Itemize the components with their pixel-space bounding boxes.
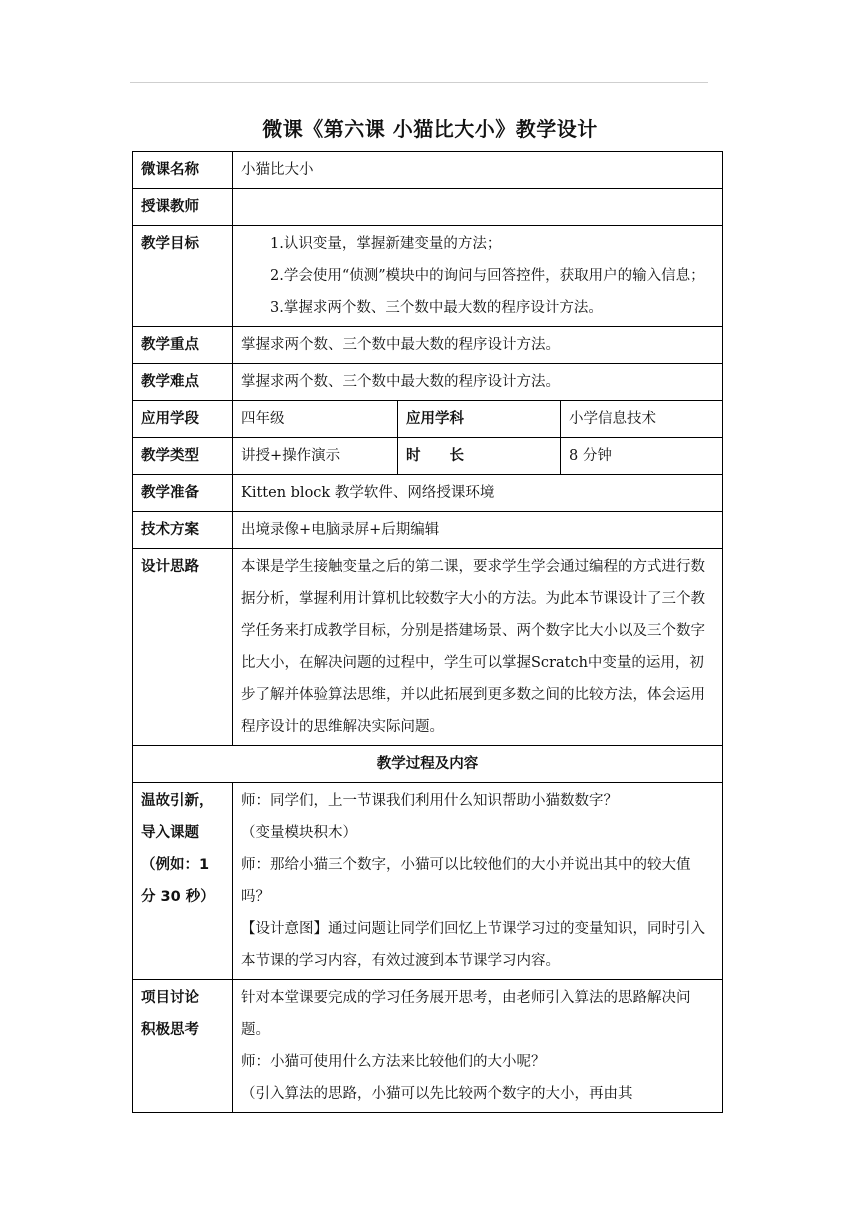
label-line: 积极思考 [141,1022,199,1038]
label-teacher: 授课教师 [133,189,233,226]
label-line: （例如：1 [141,857,210,873]
row-key-point [133,327,723,364]
objective-item: 2.学会使用“侦测”模块中的询问与回答控件，获取用户的输入信息； [270,268,705,284]
value-tech: 出境录像+电脑录屏+后期编辑 [233,512,723,549]
process-paragraph: （引入算法的思路，小猫可以先比较两个数字的大小，再由其 [241,1086,633,1102]
row-course-name [133,152,723,189]
label-duration: 时 长 [398,438,561,475]
label-key-point: 教学重点 [133,327,233,364]
label-tech: 技术方案 [133,512,233,549]
value-type: 讲授+操作演示 [233,438,398,475]
value-process-intro [233,783,723,980]
process-paragraph: （变量模块积木） [241,825,357,841]
row-objectives [133,226,723,327]
value-teacher [233,189,723,226]
label-process-discussion [133,980,233,1113]
value-subject: 小学信息技术 [561,401,723,438]
value-process-discussion [233,980,723,1113]
process-paragraph: 【设计意图】通过问题让同学们回忆上节课学习过的变量知识，同时引入本节课的学习内容，有效过渡到本节课学习内容。 [241,921,705,969]
label-subject: 应用学科 [398,401,561,438]
row-grade [133,401,723,438]
value-prep: Kitten block 教学软件、网络授课环境 [233,475,723,512]
label-difficulty: 教学难点 [133,364,233,401]
label-type: 教学类型 [133,438,233,475]
value-duration: 8 分钟 [561,438,723,475]
label-design: 设计思路 [133,549,233,746]
row-prep [133,475,723,512]
row-difficulty [133,364,723,401]
value-key-point: 掌握求两个数、三个数中最大数的程序设计方法。 [233,327,723,364]
row-process-discussion [133,980,723,1113]
value-objectives [233,226,723,327]
label-prep: 教学准备 [133,475,233,512]
process-paragraph: 师：那给小猫三个数字，小猫可以比较他们的大小并说出其中的较大值吗？ [241,857,691,905]
value-course-name: 小猫比大小 [233,152,723,189]
document-title: 微课《第六课 小猫比大小》教学设计 [262,117,598,141]
label-line: 项目讨论 [141,990,199,1006]
row-process-intro [133,783,723,980]
process-paragraph: 针对本堂课要完成的学习任务展开思考，由老师引入算法的思路解决问题。 [241,990,691,1038]
row-teacher [133,189,723,226]
value-design: 本课是学生接触变量之后的第二课，要求学生学会通过编程的方式进行数据分析，掌握利用计算机比较数字大小的方法。为此本节课设计了三个教学任务来打成教学目标，分别是搭建场景、两个数字比大小以及三个数字比大小，在解决问题的过程中，学生可以掌握Scratch中变量的运用，初步了解并体验算法思维，并以此拓展到更多数之间的比较方法，体会运用程序设计的思维解决实际问题。 [233,549,723,746]
row-process-header [133,746,723,783]
value-grade: 四年级 [233,401,398,438]
objective-item: 1.认识变量，掌握新建变量的方法； [270,236,502,252]
label-line: 温故引新， [141,793,214,809]
label-line: 分 30 秒） [141,889,215,905]
lesson-plan-table [132,151,723,1113]
row-type [133,438,723,475]
label-objectives: 教学目标 [133,226,233,327]
process-paragraph: 师：同学们，上一节课我们利用什么知识帮助小猫数数字？ [241,793,618,809]
label-process-intro [133,783,233,980]
row-tech [133,512,723,549]
value-difficulty: 掌握求两个数、三个数中最大数的程序设计方法。 [233,364,723,401]
process-header: 教学过程及内容 [133,746,723,783]
header-rule [130,82,708,83]
row-design [133,549,723,746]
objective-item: 3.掌握求两个数、三个数中最大数的程序设计方法。 [270,300,603,316]
process-paragraph: 师：小猫可使用什么方法来比较他们的大小呢？ [241,1054,546,1070]
label-course-name: 微课名称 [133,152,233,189]
label-grade: 应用学段 [133,401,233,438]
label-line: 导入课题 [141,825,199,841]
